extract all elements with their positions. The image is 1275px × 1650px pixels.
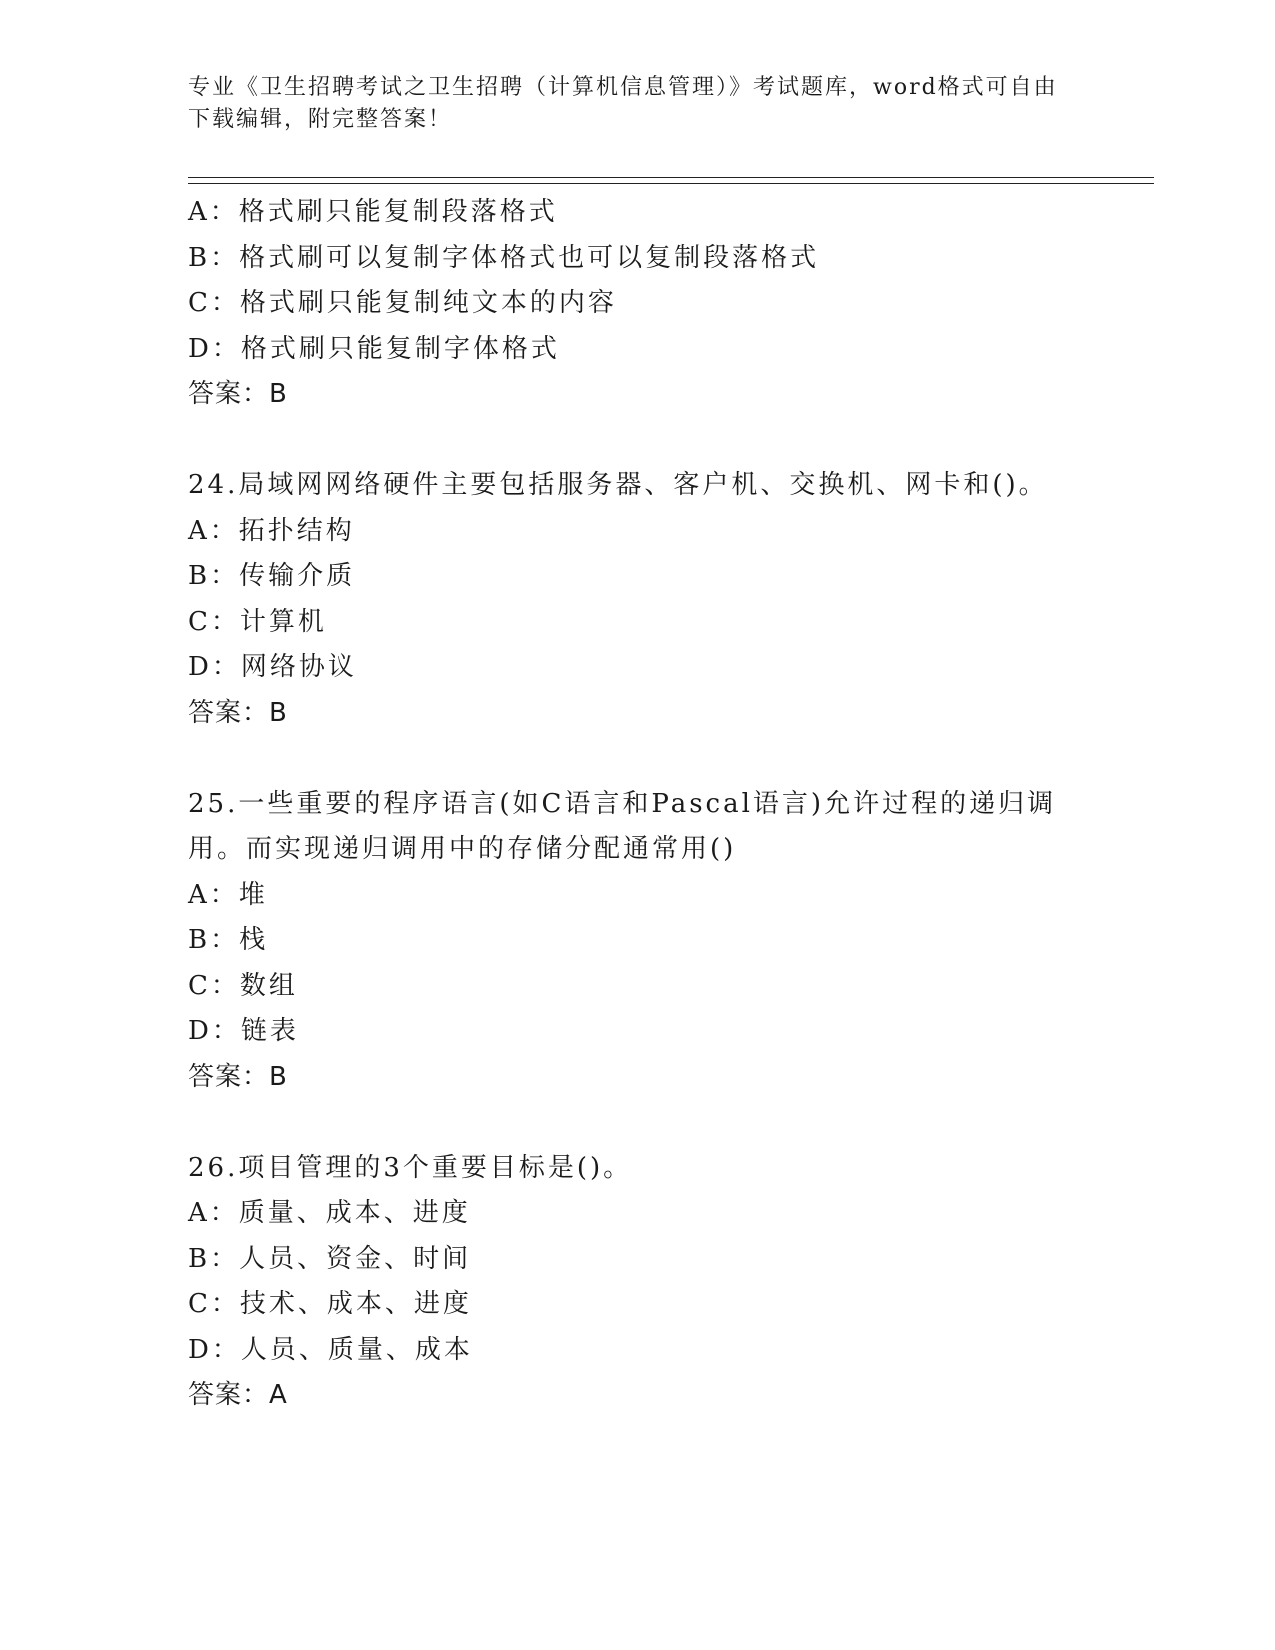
spacer xyxy=(188,418,1088,464)
option-c: C：格式刷只能复制纯文本的内容 xyxy=(188,288,617,318)
option-d: D：网络协议 xyxy=(188,652,357,682)
header-divider-bottom xyxy=(188,183,1154,184)
question-26 xyxy=(188,1146,1088,1419)
option-a: A：格式刷只能复制段落格式 xyxy=(188,197,558,227)
question-25 xyxy=(188,782,1088,1101)
answer-line: 答案：A xyxy=(188,1380,288,1410)
option-c: C：计算机 xyxy=(188,606,327,637)
option-a: A：质量、成本、进度 xyxy=(188,1198,471,1228)
header-divider-top xyxy=(188,177,1154,178)
answer-line: 答案：B xyxy=(188,1061,288,1092)
spacer xyxy=(188,736,1088,782)
question-24 xyxy=(188,463,1088,736)
option-b: B：传输介质 xyxy=(188,561,356,591)
question-list xyxy=(188,190,1088,1419)
question-text: 26.项目管理的3个重要目标是()。 xyxy=(188,1152,633,1183)
question-text: 24.局域网网络硬件主要包括服务器、客户机、交换机、网卡和()。 xyxy=(188,470,1048,500)
option-c: C：数组 xyxy=(188,970,298,1001)
option-b: B：人员、资金、时间 xyxy=(188,1243,472,1274)
option-d: D：格式刷只能复制字体格式 xyxy=(188,333,560,364)
answer-line: 答案：B xyxy=(188,379,288,409)
option-b: B：格式刷可以复制字体格式也可以复制段落格式 xyxy=(188,242,820,273)
spacer xyxy=(188,1100,1088,1146)
question-text: 25.一些重要的程序语言(如C语言和Pascal语言)允许过程的递归调用。而实现递归调用中的存储分配通常用() xyxy=(188,788,1057,864)
option-d: D：人员、质量、成本 xyxy=(188,1334,473,1365)
option-a: A：堆 xyxy=(188,879,268,910)
option-a: A：拓扑结构 xyxy=(188,515,355,546)
document-header: 专业《卫生招聘考试之卫生招聘（计算机信息管理）》考试题库，word格式可自由下载编辑，附完整答案！ xyxy=(188,75,1058,132)
option-b: B：栈 xyxy=(188,925,269,955)
question-23 xyxy=(188,190,1088,418)
answer-line: 答案：B xyxy=(188,697,288,728)
option-c: C：技术、成本、进度 xyxy=(188,1289,472,1319)
option-d: D：链表 xyxy=(188,1016,299,1046)
